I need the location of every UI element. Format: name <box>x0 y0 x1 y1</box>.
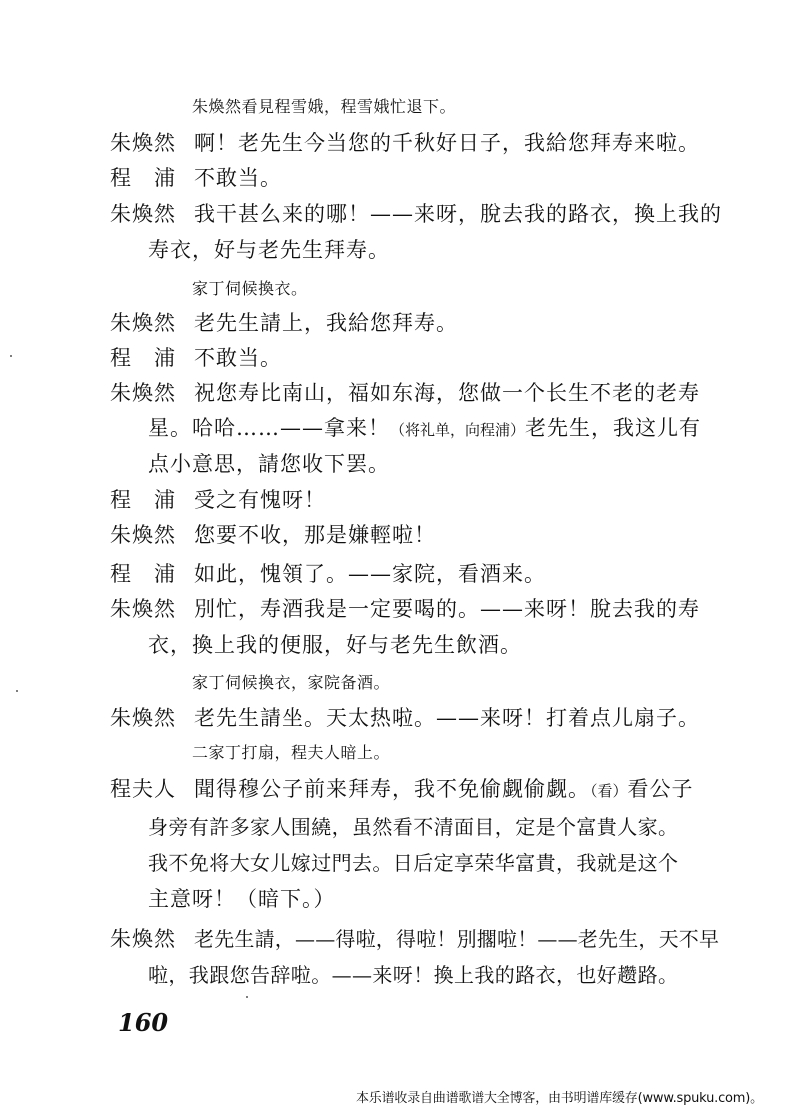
speaker-name: 程 浦 <box>110 346 176 370</box>
dialogue-continuation: 衣，換上我的便服，好与老先生飲酒。 <box>148 633 522 657</box>
stage-direction: 二家丁打扇，程夫人暗上。 <box>192 743 391 762</box>
dialogue-continuation: 点小意思，請您收下罢。 <box>148 452 390 476</box>
speaker-name: 程 浦 <box>110 562 176 586</box>
stage-direction: 家丁伺候換衣。 <box>192 279 308 298</box>
dialogue-text <box>194 776 694 804</box>
speaker-name: 朱煥然 <box>110 706 176 730</box>
speaker-name: 朱煥然 <box>110 927 176 951</box>
dialogue-text: 老先生請上，我給您拜寿。 <box>194 311 458 335</box>
page-number: 160 <box>118 1008 169 1037</box>
scan-speck <box>246 996 248 998</box>
speaker-name: 程夫人 <box>110 777 176 801</box>
dialogue-continuation <box>148 415 701 443</box>
dialogue-text: 星。哈哈……——拿来！ <box>148 416 390 440</box>
dialogue-text: 老先生請，——得啦，得啦！別擱啦！——老先生，天不早 <box>194 927 720 951</box>
dialogue-text: 祝您寿比南山，福如东海，您做一个长生不老的老寿 <box>194 381 700 405</box>
dialogue-text: 啊！老先生今当您的千秋好日子，我給您拜寿来啦。 <box>194 131 700 155</box>
dialogue-text: 不敢当。 <box>194 346 282 370</box>
dialogue-text: 您要不收，那是嫌輕啦！ <box>194 523 436 547</box>
speaker-name: 朱煥然 <box>110 311 176 335</box>
dialogue-text: 老先生，我这儿有 <box>525 416 702 440</box>
dialogue-text: 不敢当。 <box>194 166 282 190</box>
dialogue-text: 我干甚么来的哪！——来呀，脫去我的路衣，換上我的 <box>194 202 722 226</box>
dialogue-continuation: 寿衣，好与老先生拜寿。 <box>148 238 390 262</box>
speaker-name: 朱煥然 <box>110 597 176 621</box>
dialogue-text: 聞得穆公子前来拜寿，我不免偷觑偷觑。 <box>194 777 590 801</box>
speaker-name: 朱煥然 <box>110 131 176 155</box>
speaker-name: 朱煥然 <box>110 523 176 547</box>
stage-direction: 朱煥然看見程雪娥，程雪娥忙退下。 <box>192 97 457 116</box>
dialogue-continuation: 身旁有許多家人围繞，虽然看不清面目，定是个富貴人家。 <box>148 815 679 839</box>
dialogue-continuation: 啦，我跟您告辞啦。——来呀！換上我的路衣，也好趱路。 <box>148 963 679 987</box>
dialogue-text: 如此，愧領了。——家院，看酒来。 <box>194 562 546 586</box>
speaker-name: 程 浦 <box>110 166 176 190</box>
dialogue-text: 老先生請坐。天太热啦。——来呀！打着点儿扇子。 <box>194 706 700 730</box>
speaker-name: 朱煥然 <box>110 381 176 405</box>
footer-source-note: 本乐谱收录自曲谱歌谱大全博客，由书明谱库缓存(www.spuku.com)。 <box>356 1091 763 1106</box>
inline-stage-direction: （将礼单，向程浦） <box>390 421 526 439</box>
scan-speck <box>16 690 18 692</box>
dialogue-continuation: 主意呀！（暗下。） <box>148 887 336 911</box>
dialogue-text: 別忙，寿酒我是一定要喝的。——来呀！脫去我的寿 <box>194 597 700 621</box>
stage-direction: 家丁伺候換衣，家院备酒。 <box>192 673 391 692</box>
speaker-name: 朱煥然 <box>110 202 176 226</box>
dialogue-text: 受之有愧呀！ <box>194 488 326 512</box>
dialogue-text: 看公子 <box>627 777 694 801</box>
dialogue-continuation: 我不免将大女儿嫁过門去。日后定享荣华富貴，我就是这个 <box>148 851 679 875</box>
inline-stage-direction: （看） <box>590 782 628 800</box>
speaker-name: 程 浦 <box>110 488 176 512</box>
scan-speck <box>10 355 12 357</box>
